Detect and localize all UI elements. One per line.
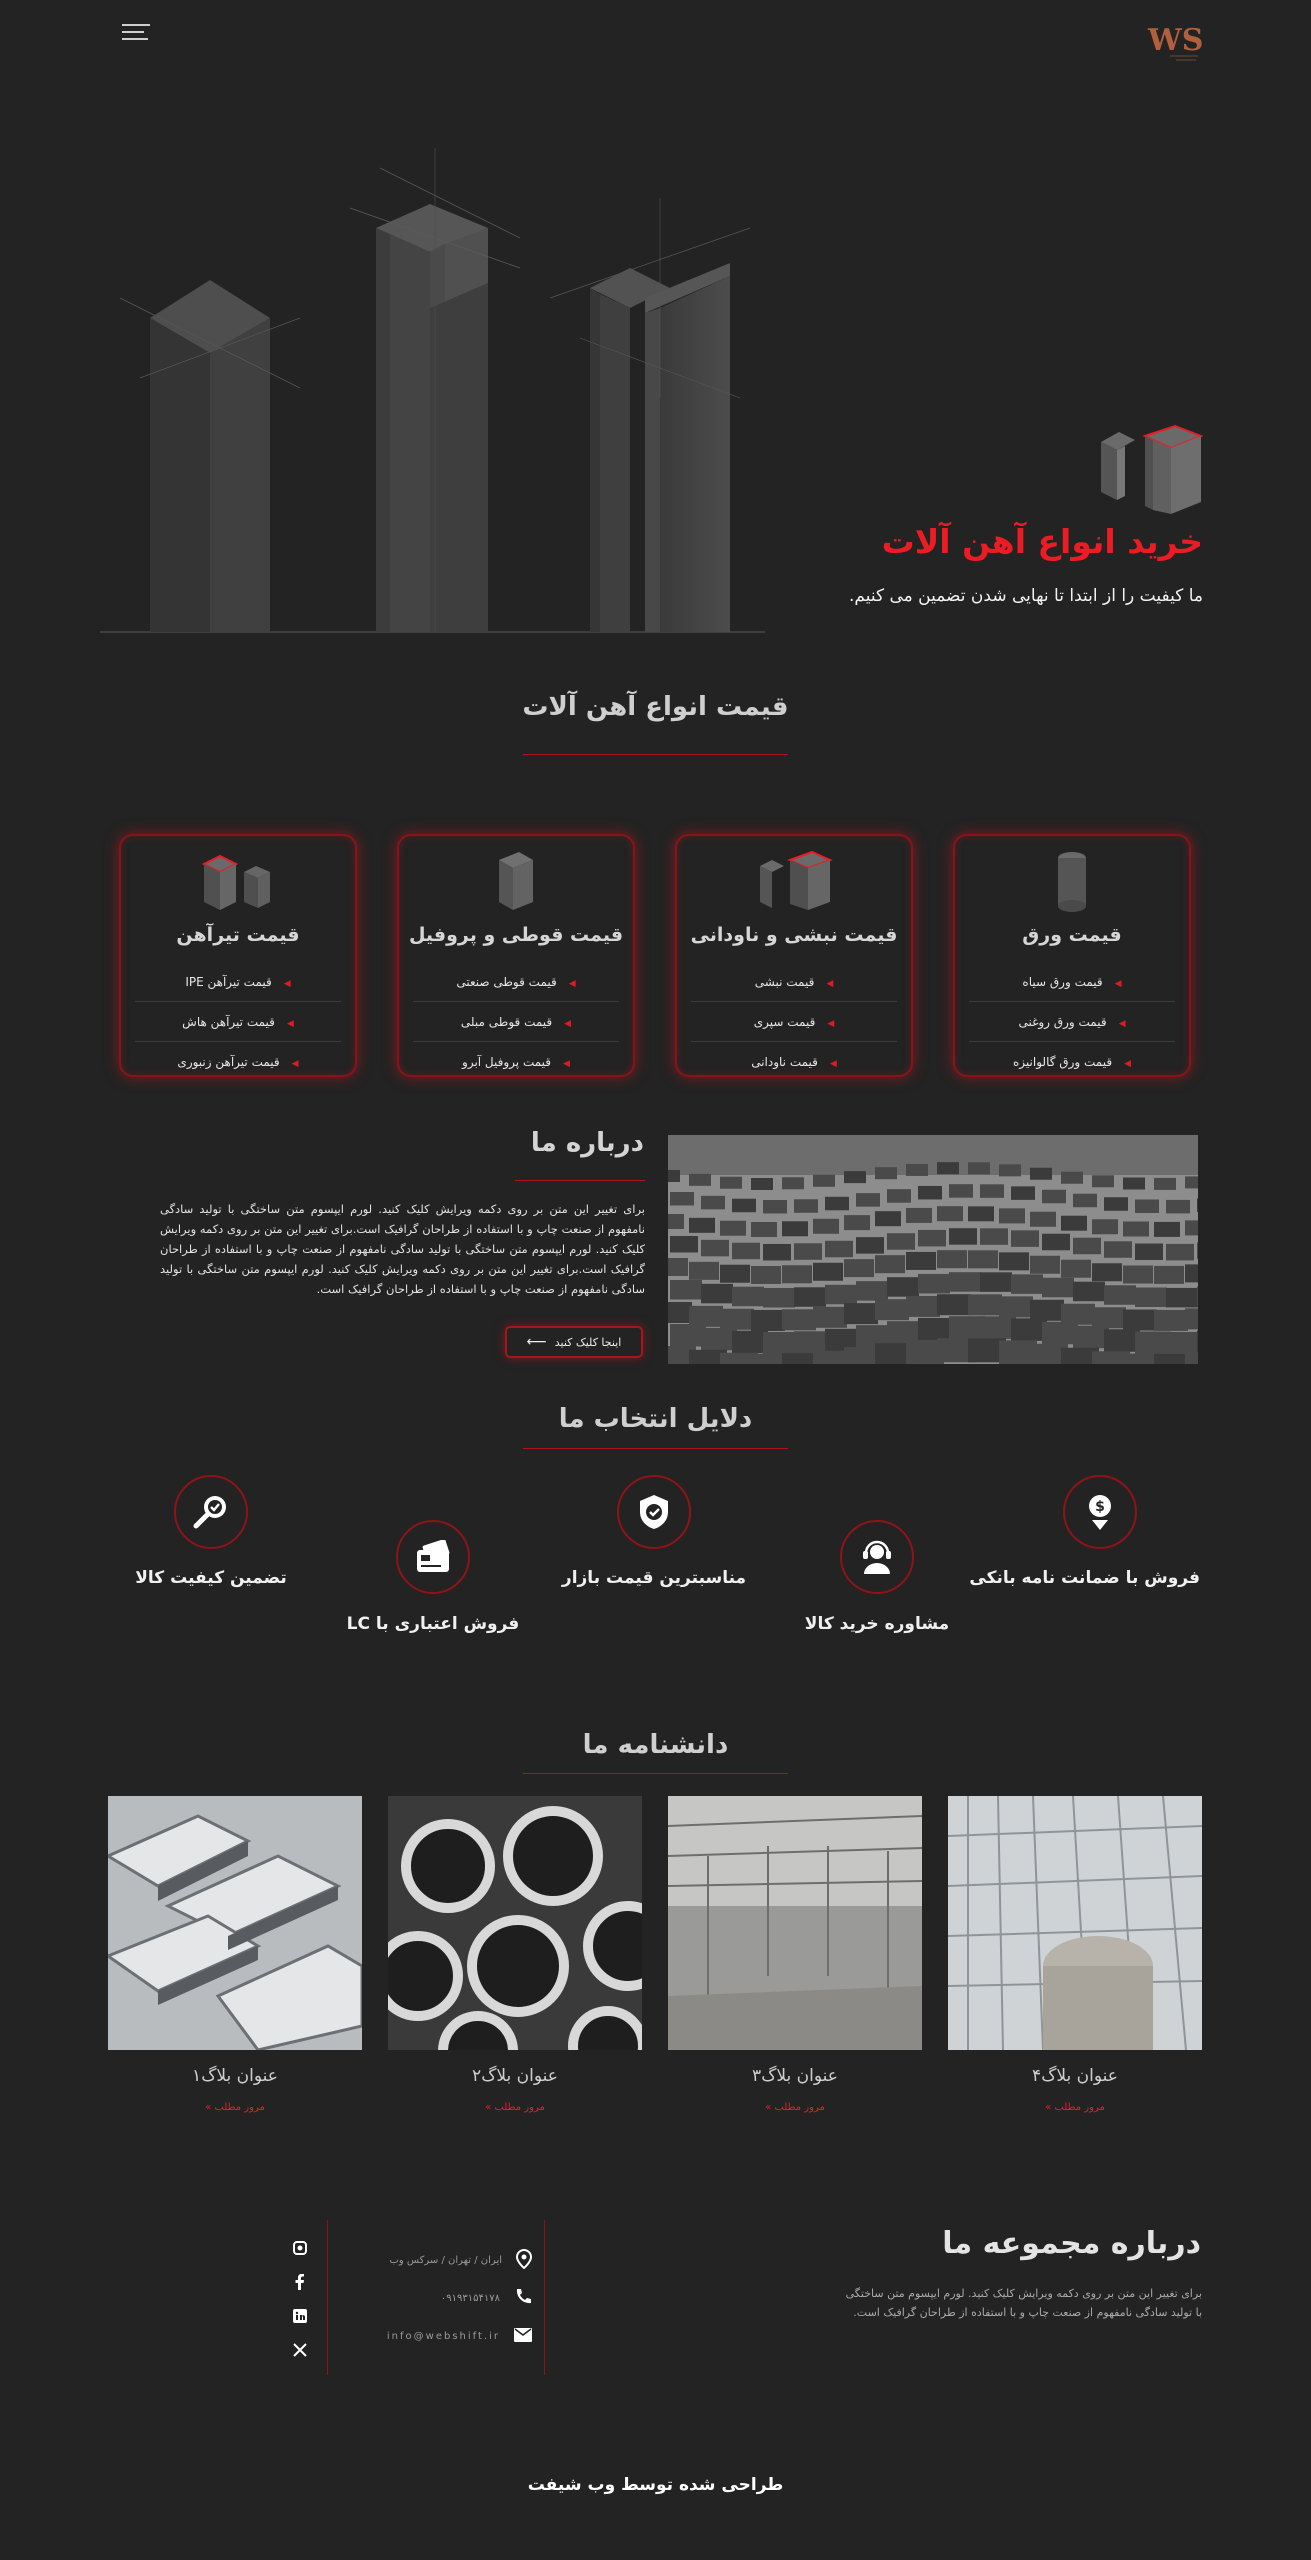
price-card-angle-channel[interactable] [675,834,913,1077]
about-button-label: اینجا کلیک کنید [554,1335,622,1349]
svg-text:$: $ [1095,1499,1105,1515]
price-item[interactable]: ◀قیمت پروفیل آبرو [462,1055,570,1069]
caret-left-icon: ◀ [564,1019,572,1029]
hero-title: خرید انواع آهن آلات [881,522,1203,561]
footer-divider [544,2220,545,2375]
blog-read-more-link[interactable]: مرور مطلب » [485,2102,545,2113]
blog-title[interactable]: عنوان بلاگ۴ [1032,2066,1118,2086]
caret-left-icon: ◀ [563,1059,570,1069]
construction-site-photo [668,1796,922,2050]
caret-left-icon: ◀ [826,979,834,989]
reason-label: فروش با ضمانت نامه بانکی [969,1568,1200,1588]
footer-divider [327,2220,328,2375]
reason-item [617,1475,691,1549]
price-item[interactable]: ◀قیمت قوطی مبلی [413,1002,619,1042]
price-item[interactable]: ◀قیمت ورق روغنی [969,1002,1175,1042]
price-card-sheet[interactable] [953,834,1191,1077]
caret-left-icon: ◀ [1114,979,1122,989]
blog-image[interactable] [948,1796,1202,2050]
footer-address [360,2250,532,2270]
blog-title[interactable]: عنوان بلاگ۳ [752,2066,838,2086]
caret-left-icon: ◀ [283,979,291,989]
footer-email[interactable] [360,2326,532,2346]
price-card-title: قیمت تیرآهن [176,924,300,946]
price-card-profile[interactable] [397,834,635,1077]
hero-steel-illustration [100,148,770,636]
price-item[interactable]: ◀قیمت ناودانی [751,1055,837,1069]
price-item[interactable]: ◀قیمت قوطی صنعتی [413,962,619,1002]
caret-left-icon: ◀ [829,1059,837,1069]
dollar-coin-icon [1063,1475,1137,1549]
steel-beams-icon [1095,422,1203,518]
blog-image[interactable] [108,1796,362,2050]
x-twitter-icon[interactable] [290,2340,310,2360]
reason-label: تضمین کیفیت کالا [135,1568,287,1588]
price-card-title: قیمت ورق [1022,924,1122,946]
linkedin-icon[interactable] [290,2306,310,2326]
quality-magnifier-icon [174,1475,248,1549]
headset-support-icon [840,1520,914,1594]
reason-item [840,1520,914,1594]
about-title: درباره ما [530,1128,644,1158]
prices-title-divider [523,754,788,755]
address-text: ایران / تهران / سرکس وب [389,2254,502,2266]
footer-phone[interactable] [360,2288,532,2308]
prices-section-title: قیمت انواع آهن آلات [522,692,789,722]
location-pin-icon [516,2249,532,2272]
sheet-roll-icon [955,850,1189,912]
blog-title[interactable]: عنوان بلاگ۱ [192,2066,278,2086]
footer-about-text: برای تغییر این متن بر روی دکمه ویرایش کلیک کنید. لورم ایپسوم متن ساختگی با تولید سادگی نامفهوم از صنعت چاپ و با استفاده از طراحان گرافیک است. [845,2287,1202,2319]
hamburger-menu-icon[interactable] [122,24,150,44]
envelope-icon [514,2328,532,2345]
about-image [668,1135,1198,1364]
price-item[interactable]: ◀قیمت سپری [691,1002,897,1042]
reason-label: مناسبترین قیمت بازار [561,1568,747,1588]
caret-left-icon: ◀ [286,1019,294,1029]
steel-profiles-photo [108,1796,362,2050]
about-text: برای تغییر این متن بر روی دکمه ویرایش کلیک کنید. لورم ایپسوم متن ساختگی با تولید سادگی نامفهوم از صنعت چاپ و با استفاده از طراحان گرافیک است.برای تغییر این متن بر روی دکمه ویرایش کلیک کنید. لورم ایپسوم متن ساختگی با تولید سادگی نامفهوم از صنعت چاپ و با استفاده از طراحان گرافیک است.برای تغییر این متن بر روی دکمه ویرایش کلیک کنید. لورم ایپسوم متن ساختگی با تولید سادگی نامفهوم از صنعت چاپ و با استفاده از طراحان گرافیک است. [160,1202,645,1296]
angle-channel-icon [677,850,911,912]
phone-icon [514,2288,532,2309]
site-logo[interactable] [1146,18,1202,66]
blog-image[interactable] [668,1796,922,2050]
arrow-left-icon: ⟵ [526,1334,547,1350]
blog-read-more-link[interactable]: مرور مطلب » [205,2102,265,2113]
footer-title: درباره مجموعه ما [942,2226,1201,2261]
about-title-divider [515,1180,645,1181]
phone-text: ۰۹۱۹۳۱۵۴۱۷۸ [440,2292,500,2304]
instagram-icon[interactable] [290,2238,310,2258]
steel-pipes-photo [388,1796,642,2050]
reason-label: مشاوره خرید کالا [804,1614,950,1634]
price-item[interactable]: ◀قیمت نبشی [691,962,897,1002]
blog-read-more-link[interactable]: مرور مطلب » [765,2102,825,2113]
email-text: info@webshift.ir [386,2330,500,2342]
caret-left-icon: ◀ [568,979,576,989]
price-item[interactable]: ◀قیمت ورق سیاه [969,962,1175,1002]
blog-title[interactable]: عنوان بلاگ۲ [472,2066,558,2086]
about-more-button[interactable] [505,1326,643,1358]
price-item[interactable]: ◀قیمت تیرآهن هاش [135,1002,341,1042]
reasons-section-title: دلایل انتخاب ما [558,1404,753,1434]
shield-check-icon [617,1475,691,1549]
blog-read-more-link[interactable]: مرور مطلب » [1045,2102,1105,2113]
i-beam-icon [121,850,355,912]
reason-label: فروش اعتباری با LC [346,1614,520,1634]
blog-image[interactable] [388,1796,642,2050]
blog-section-title: دانشنامه ما [582,1730,729,1760]
price-card-ibeam[interactable] [119,834,357,1077]
price-item[interactable]: ◀قیمت ورق گالوانیزه [1013,1055,1131,1069]
caret-left-icon: ◀ [1118,1019,1126,1029]
price-card-title: قیمت نبشی و ناودانی [690,924,898,946]
reason-item [174,1475,248,1549]
profile-box-icon [399,850,633,912]
caret-left-icon: ◀ [827,1019,835,1029]
svg-text:WS: WS [1148,23,1202,58]
credit-card-icon [396,1520,470,1594]
caret-left-icon: ◀ [291,1059,299,1069]
footer-credit: طراحی شده توسط وب شیفت [527,2475,784,2495]
glass-building-photo [948,1796,1202,2050]
reason-item [396,1520,470,1594]
price-card-title: قیمت قوطی و پروفیل [408,924,624,946]
blog-title-divider [523,1773,788,1774]
reasons-title-divider [523,1448,788,1449]
hero-subtitle: ما کیفیت را از ابتدا تا نهایی شدن تضمین می کنیم. [849,586,1203,606]
price-item[interactable]: ◀قیمت تیرآهن IPE [135,962,341,1002]
price-item[interactable]: ◀قیمت تیرآهن زنبوری [177,1055,299,1069]
reason-item [1063,1475,1137,1549]
caret-left-icon: ◀ [1124,1059,1131,1069]
facebook-icon[interactable] [290,2272,310,2292]
